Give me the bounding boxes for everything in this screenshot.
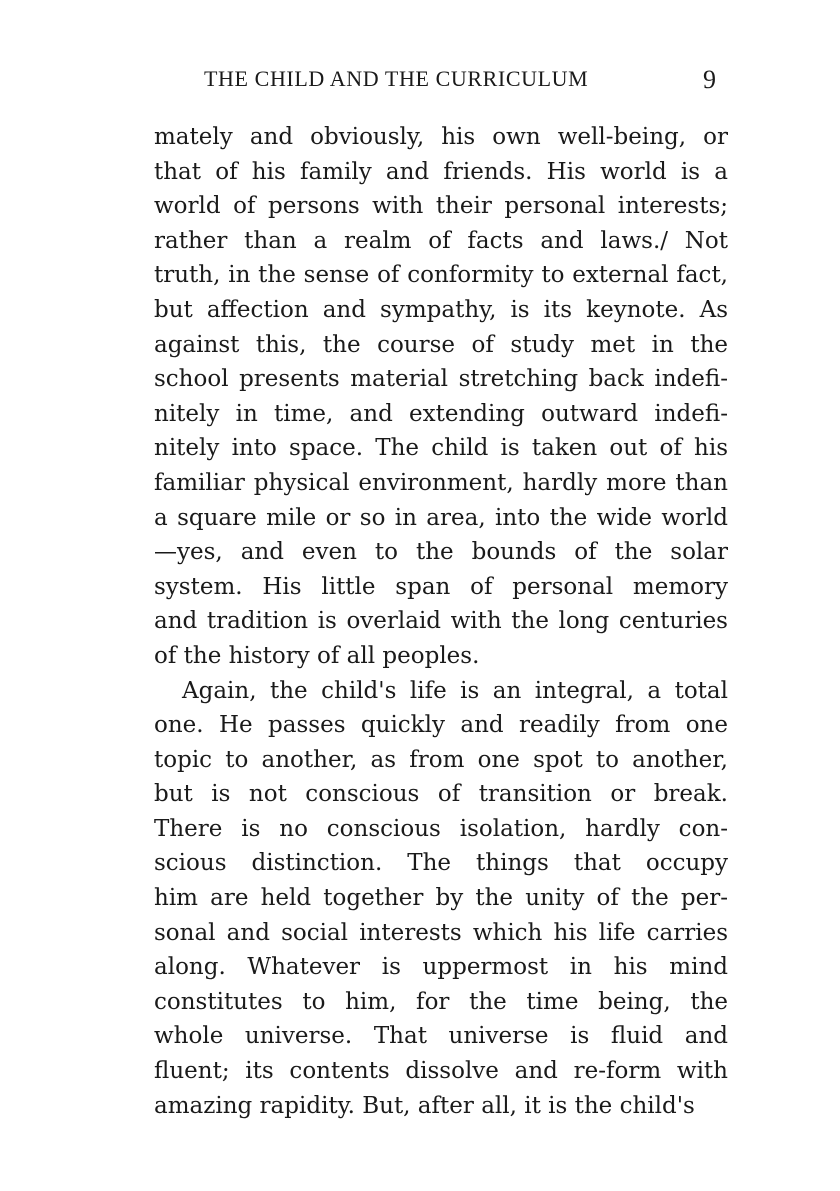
text-line: along. Whatever is uppermost in his mind — [154, 954, 728, 981]
text-line: nitely in time, and extending outward indefi- — [154, 400, 728, 427]
text-line: and tradition is overlaid with the long centuries — [154, 608, 728, 635]
text-line: whole universe. That universe is fluid and — [154, 1023, 728, 1050]
text-line: Again, the child's life is an integral, a total — [182, 677, 728, 704]
body-text — [154, 120, 728, 1123]
text-line: that of his family and friends. His world is a — [154, 158, 728, 185]
running-head — [154, 62, 728, 96]
paragraph — [154, 120, 728, 674]
text-line: sonal and social interests which his life carries — [154, 919, 728, 946]
text-line: nitely into space. The child is taken out of his — [154, 435, 728, 462]
text-line: rather than a realm of facts and laws./ Not — [154, 227, 728, 254]
text-line: but affection and sympathy, is its keynote. As — [154, 296, 728, 323]
text-line: him are held together by the unity of the per- — [154, 885, 728, 912]
text-line: —yes, and even to the bounds of the solar — [154, 539, 728, 566]
text-line: a square mile or so in area, into the wide world — [154, 504, 728, 531]
text-line: against this, the course of study met in the — [154, 331, 728, 358]
text-line: world of persons with their personal interests; — [154, 193, 728, 220]
text-line: but is not conscious of transition or break. — [154, 781, 728, 808]
text-line: school presents material stretching back indefi- — [154, 366, 728, 393]
text-line: constitutes to him, for the time being, the — [154, 988, 728, 1015]
text-line: of the history of all peoples. — [154, 642, 480, 669]
text-line: There is no conscious isolation, hardly con- — [154, 815, 728, 842]
text-line: one. He passes quickly and readily from one — [154, 712, 728, 739]
running-title: THE CHILD AND THE CURRICULUM — [204, 66, 589, 91]
text-line: fluent; its contents dissolve and re-form with — [154, 1058, 728, 1085]
text-line: familiar physical environment, hardly more than — [154, 469, 728, 496]
text-line: topic to another, as from one spot to another, — [154, 746, 728, 773]
text-line: system. His little span of personal memory — [154, 573, 728, 600]
text-line: scious distinction. The things that occupy — [154, 850, 728, 877]
text-line: amazing rapidity. But, after all, it is the child's — [154, 1092, 695, 1119]
page-number: 9 — [703, 65, 716, 94]
text-line: truth, in the sense of conformity to external fact, — [154, 262, 728, 289]
text-line: mately and obviously, his own well-being, or — [154, 124, 728, 150]
paragraph — [154, 674, 728, 1124]
